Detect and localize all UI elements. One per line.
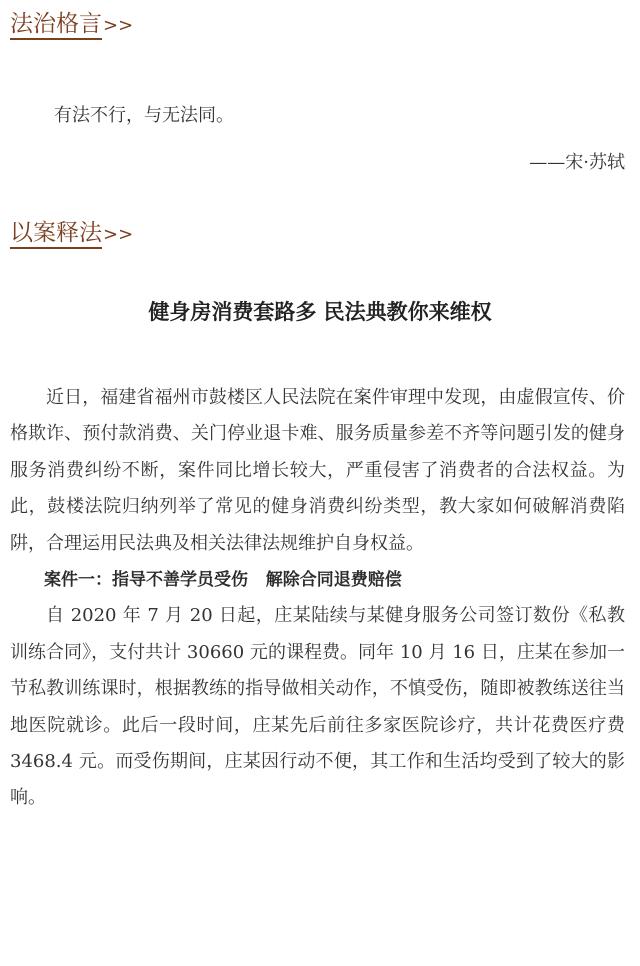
section-heading-arrow: >> (103, 15, 134, 36)
section-heading-title: 以案释法 (10, 220, 102, 249)
case-1-paragraph: 自 2020 年 7 月 20 日起，庄某陆续与某健身服务公司签订数份《私教训练合同》，支付共计 30660 元的课程费。同年 10 月 16 日，庄某在参加一节私教训练课时，根据教练的指导做相关动作，不慎受伤，随即被教练送往当地医院就诊。此后一段时间，庄某先后前往多家医院诊疗，共计花费医疗费 3468.4 元。而受伤期间，庄某因行动不便，其工作和生活均受到了较大的影响。 (10, 605, 625, 809)
section-heading-case-study (10, 218, 133, 250)
article-intro-paragraph: 近日，福建省福州市鼓楼区人民法院在案件审理中发现，由虚假宣传、价格欺诈、预付款消费、关门停业退卡难、服务质量参差不齐等问题引发的健身服务消费纠纷不断，案件同比增长较大，严重侵害了消费者的合法权益。为此，鼓楼法院归纳列举了常见的健身消费纠纷类型，教大家如何破解消费陷阱，合理运用民法典及相关法律法规维护自身权益。 (10, 387, 625, 554)
article-title: 健身房消费套路多 民法典教你来维权 (148, 300, 492, 324)
section-heading-arrow: >> (103, 224, 134, 245)
article-body (10, 380, 625, 817)
quote-author: ——宋·苏轼 (529, 152, 625, 173)
quote-text: 有法不行，与无法同。 (54, 105, 234, 126)
section-heading-title: 法治格言 (10, 11, 102, 40)
section-heading-legal-maxim (10, 9, 133, 41)
case-1-heading: 案件一：指导不善学员受伤 解除合同退费赔偿 (44, 570, 402, 591)
